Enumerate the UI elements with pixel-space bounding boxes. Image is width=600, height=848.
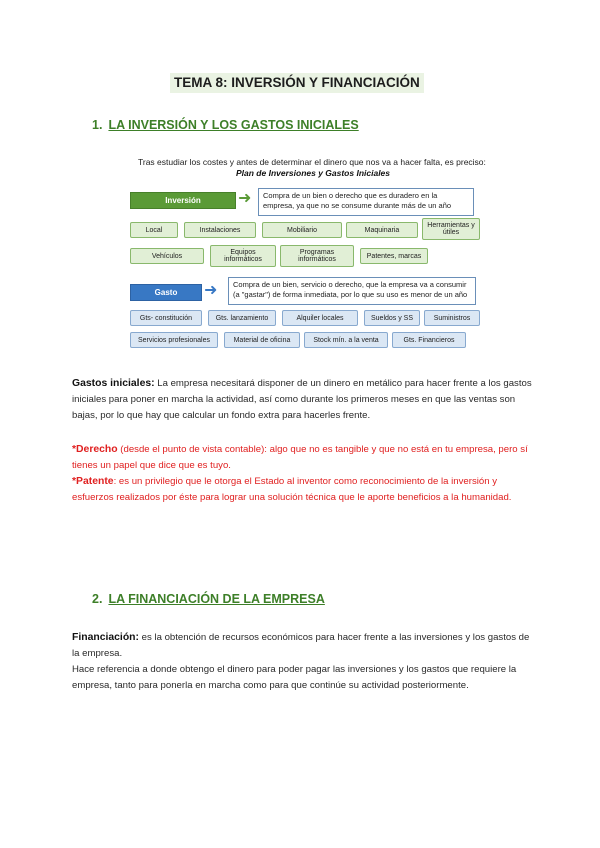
diagram-title: Plan de Inversiones y Gastos Iniciales: [236, 168, 391, 178]
financiacion-text: es la obtención de recursos económicos para hacer frente a las inversiones y los gastos de la empresa.: [72, 632, 530, 659]
inversion-item: Equipos informáticos: [210, 245, 276, 267]
gasto-item: Gts. lanzamiento: [208, 310, 276, 326]
gasto-item: Material de oficina: [224, 332, 300, 348]
gasto-item: Gts. Financieros: [392, 332, 466, 348]
term-patente: *Patente: [72, 476, 114, 487]
inversion-item: Maquinaria: [346, 222, 418, 238]
inversion-item: Patentes, marcas: [360, 248, 428, 264]
patente-paragraph: [72, 474, 532, 506]
page-title: TEMA 8: INVERSIÓN Y FINANCIACIÓN: [170, 73, 424, 93]
gasto-item: Alquiler locales: [282, 310, 358, 326]
term-gastos-iniciales: Gastos iniciales:: [72, 378, 155, 389]
inversion-item: Instalaciones: [184, 222, 256, 238]
inversion-description: Compra de un bien o derecho que es duradero en la empresa, ya que no se consume durante más de un año: [258, 188, 474, 216]
derecho-text: (desde el punto de vista contable): algo que no es tangible y que no está en tu empresa, pero sí tienes un papel que dice que es tuyo.: [72, 444, 528, 471]
gasto-item: Gts- constitución: [130, 310, 202, 326]
diagram-intro: Tras estudiar los costes y antes de determinar el dinero que nos va a hacer falta, es preciso:: [138, 157, 486, 167]
gasto-item: Servicios profesionales: [130, 332, 218, 348]
gasto-item: Suministros: [424, 310, 480, 326]
gasto-item: Sueldos y SS: [364, 310, 420, 326]
inversion-item: Local: [130, 222, 178, 238]
gastos-iniciales-paragraph: [72, 376, 532, 424]
inversion-item: Mobiliario: [262, 222, 342, 238]
gasto-description: Compra de un bien, servicio o derecho, que la empresa va a consumir (a "gastar") de forma inmediata, por lo que su uso es menor de un año: [228, 277, 476, 305]
section-number: 1.: [92, 118, 103, 132]
arrow-right-icon: ➜: [204, 282, 218, 299]
term-financiacion: Financiación:: [72, 632, 139, 643]
term-derecho: *Derecho: [72, 444, 118, 455]
investment-diagram: [124, 150, 484, 355]
financiacion-paragraph: [72, 630, 532, 694]
section-title: LA INVERSIÓN Y LOS GASTOS INICIALES: [108, 118, 359, 132]
financiacion-text-2: Hace referencia a donde obtengo el dinero para poder pagar las inversiones y los gastos que requiere la empresa, tanto para ponerla en marcha como para que continúe su actividad posteriormente.: [72, 664, 517, 691]
patente-text: : es un privilegio que le otorga el Estado al inventor como reconocimiento de la inversión y esfuerzos realizados por éste para lograr una solución técnica que le aporte beneficios a la humanidad.: [72, 476, 512, 503]
arrow-right-icon: ➜: [238, 190, 252, 207]
gastos-iniciales-text: La empresa necesitará disponer de un dinero en metálico para hacer frente a los gastos iniciales para poner en marcha la actividad, así como durante los primeros meses en que las ventas son bajas, por lo que hay que calcular un fondo extra para hacerles frente.: [72, 378, 532, 421]
section-heading-2: [92, 592, 325, 606]
inversion-label: Inversión: [130, 192, 236, 209]
section-heading-1: [92, 118, 359, 132]
derecho-paragraph: [72, 442, 532, 474]
section-number: 2.: [92, 592, 103, 606]
section-title: LA FINANCIACIÓN DE LA EMPRESA: [108, 592, 325, 606]
gasto-label: Gasto: [130, 284, 202, 301]
gasto-item: Stock mín. a la venta: [304, 332, 388, 348]
inversion-item: Herramientas y útiles: [422, 218, 480, 240]
inversion-item: Vehículos: [130, 248, 204, 264]
inversion-item: Programas informáticos: [280, 245, 354, 267]
